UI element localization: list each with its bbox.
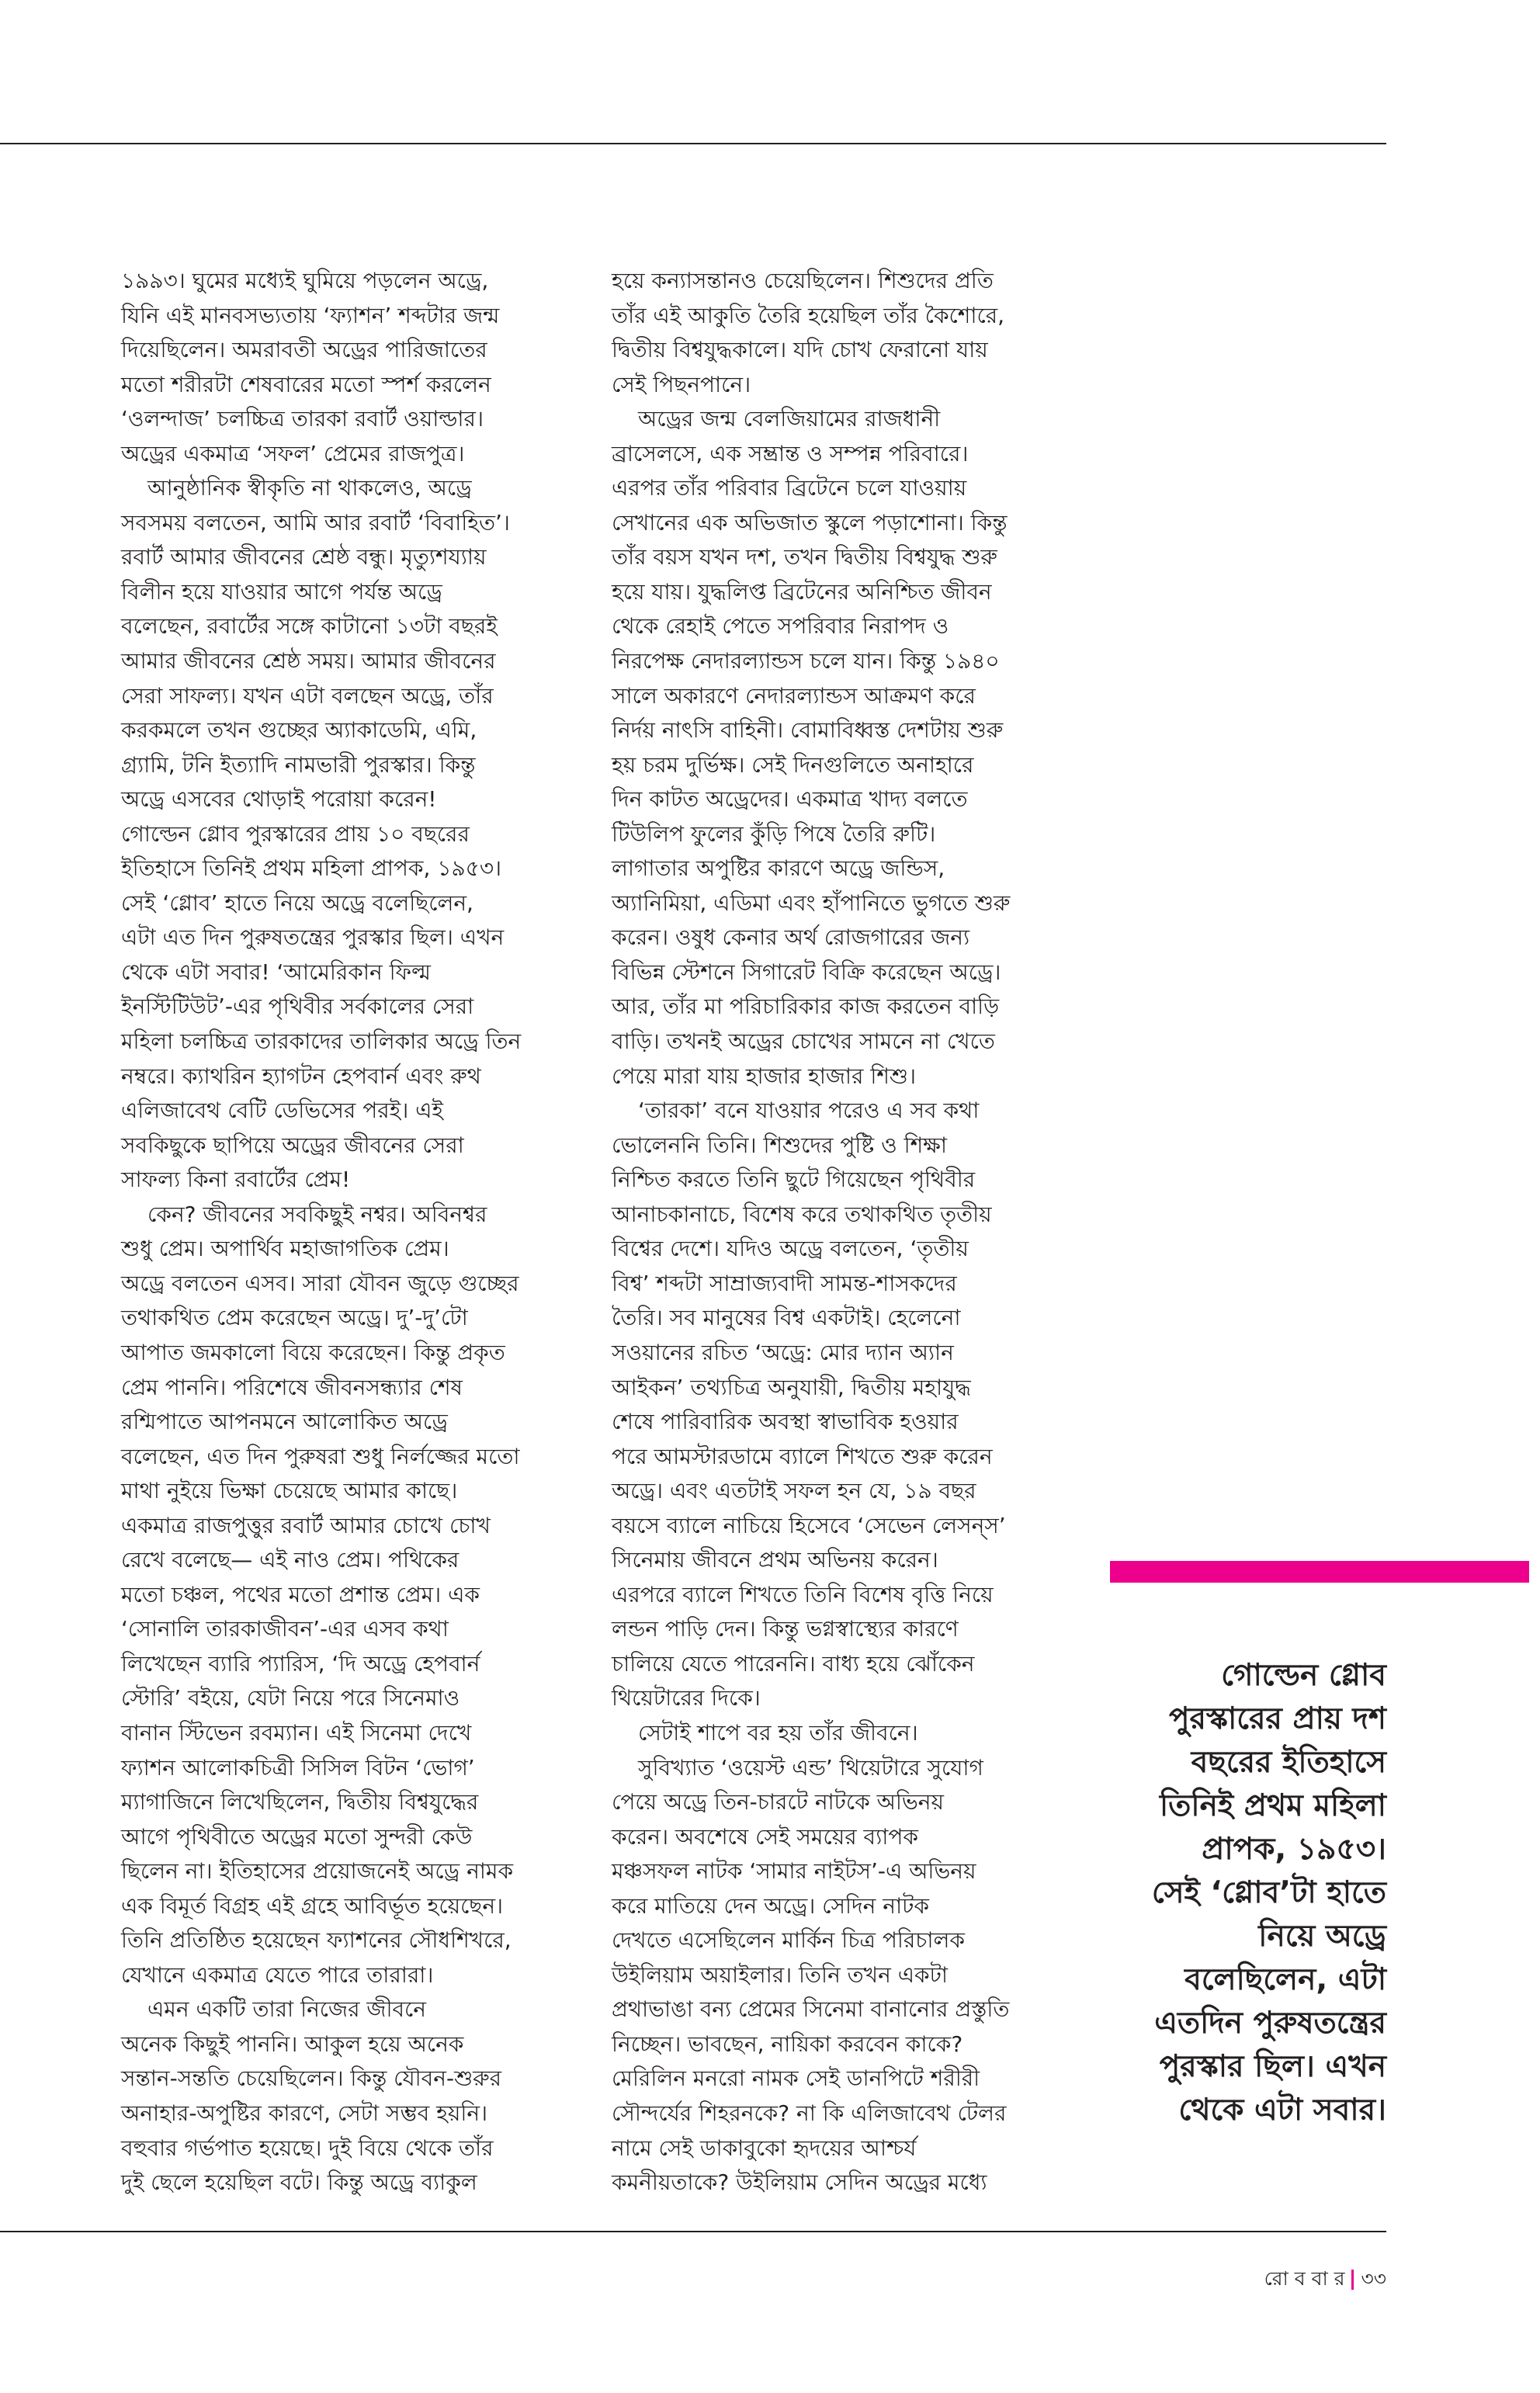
article-line [121, 1371, 560, 1406]
article-line [612, 1371, 1059, 1406]
article-line-text: হয় চরম দুর্ভিক্ষ। সেই দিনগুলিতে অনাহারে [612, 751, 974, 778]
article-line-text: তথাকথিত প্রেম করেছেন অড্রে। দু’-দু’টো [121, 1305, 468, 1331]
article-line [121, 1198, 560, 1233]
article-line [121, 851, 560, 886]
pull-quote-line: পুরস্কার ছিল। এখন [1159, 2049, 1386, 2084]
article-line [612, 1267, 1059, 1302]
article-line-text: সেটাই শাপে বর হয় তাঁর জীবনে। [638, 1719, 918, 1746]
article-line-text: হয়ে যায়। যুদ্ধলিপ্ত ব্রিটেনের অনিশ্চিত জীবন [612, 578, 992, 605]
article-line-text: সওয়ানের রচিত ‘অড্রে: মোর দ্যান অ্যান [612, 1339, 954, 1365]
article-line-text: শুধু প্রেম। অপার্থিব মহাজাগতিক প্রেম। [121, 1236, 449, 1262]
article-line-text: তিনি প্রতিষ্ঠিত হয়েছেন ফ্যাশনের সৌধশিখরে, [121, 1927, 512, 1954]
article-line-text: পেয়ে অড্রে তিন-চারটে নাটকে অভিনয় [612, 1789, 944, 1816]
article-line [121, 1612, 560, 1647]
article-line [121, 782, 560, 817]
article-line-text: সেখানের এক অভিজাত স্কুলে পড়াশোনা। কিন্তু [612, 509, 1008, 536]
article-line [612, 644, 1059, 679]
article-line [121, 1923, 560, 1958]
article-line-text: যিনি এই মানবসভ্যতায় ‘ফ্যাশন’ শব্দটার জন্ম [121, 302, 500, 328]
article-line [612, 437, 1059, 472]
article-line-text: মঞ্চসফল নাটক ‘সামার নাইটস’-এ অভিনয় [612, 1858, 976, 1885]
pull-quote-line: থেকে এটা সবার। [1178, 2093, 1386, 2128]
article-line-text: বয়সে ব্যালে নাচিয়ে হিসেবে ‘সেভেন লেসন্‌স’ [612, 1512, 1006, 1538]
article-line-text: করেন। ওষুধ কেনার অর্থ রোজগারের জন্য [612, 924, 970, 951]
paragraph [121, 1992, 560, 2200]
pull-quote-line: গোল্ডেন গ্লোব [1221, 1658, 1386, 1693]
article-line [612, 851, 1059, 886]
article-line-text: থেকে রেহাই পেতে সপরিবার নিরাপদ ও [612, 613, 949, 640]
footer-separator [1351, 2270, 1354, 2290]
article-line [612, 748, 1059, 783]
article-line-text: মতো চঞ্চল, পথের মতো প্রশান্ত প্রেম। এক [121, 1581, 480, 1607]
paragraph [612, 1716, 1059, 1751]
article-line [612, 782, 1059, 817]
article-line [612, 471, 1059, 506]
article-line [121, 1716, 560, 1751]
pull-quote-line: নিয়ে অড্রে [1258, 1919, 1386, 1954]
article-line-text: মতো শরীরটা শেষবারের মতো স্পর্শ করলেন [121, 371, 491, 397]
article-line [121, 2062, 560, 2096]
article-line [612, 1198, 1059, 1233]
article-line-text: বাড়ি। তখনই অড্রের চোখের সামনে না খেতে [612, 1028, 995, 1055]
article-line-text: শেষে পারিবারিক অবস্থা স্বাভাবিক হওয়ার [612, 1409, 959, 1435]
article-line-text: বানান স্টিভেন রবম্যান। এই সিনেমা দেখে [121, 1719, 472, 1746]
article-line [612, 2096, 1059, 2131]
magazine-name: রো ব বা র [1264, 2266, 1345, 2290]
article-line [612, 1716, 1059, 1751]
article-line [121, 1129, 560, 1164]
article-line-text: থেকে এটা সবার! ‘আমেরিকান ফিল্ম [121, 959, 431, 985]
paragraph [121, 264, 560, 471]
article-line-text: আর, তাঁর মা পরিচারিকার কাজ করতেন বাড়ি [612, 994, 1000, 1020]
article-line-text: প্রেম পাননি। পরিশেষে জীবনসন্ধ্যার শেষ [121, 1374, 463, 1400]
article-line-text: তাঁর বয়স যখন দশ, তখন দ্বিতীয় বিশ্বযুদ্ধ শুরু [612, 544, 997, 571]
article-line [121, 609, 560, 644]
article-line-text: থিয়েটারের দিকে। [612, 1685, 761, 1712]
pull-quote-line: বছরের ইতিহাসে [1191, 1745, 1386, 1780]
article-line-text: আমার জীবনের শ্রেষ্ঠ সময়। আমার জীবনের [121, 648, 496, 675]
article-line [121, 1958, 560, 1993]
article-line-text: তাঁর এই আকুতি তৈরি হয়েছিল তাঁর কৈশোরে, [612, 302, 1005, 328]
article-line-text: দিন কাটত অড্রেদের। একমাত্র খাদ্য বলতে [612, 786, 968, 813]
article-line-text: নিশ্চিত করতে তিনি ছুটে গিয়েছেন পৃথিবীর [612, 1167, 976, 1193]
article-line-text: ভোলেননি তিনি। শিশুদের পুষ্টি ও শিক্ষা [612, 1132, 947, 1158]
article-line [612, 540, 1059, 575]
article-line-text: সুবিখ্যাত ‘ওয়েস্ট এন্ড’ থিয়েটারে সুযোগ [638, 1754, 983, 1781]
article-line [121, 1751, 560, 1786]
article-line [612, 1301, 1059, 1336]
article-line [121, 264, 560, 299]
article-line [121, 402, 560, 437]
article-line-text: দ্বিতীয় বিশ্বযুদ্ধকালে। যদি চোখ ফেরানো যায় [612, 337, 988, 363]
article-line [121, 1647, 560, 1682]
article-line [612, 886, 1059, 921]
article-line [612, 1958, 1059, 1993]
pull-quote-line: পুরস্কারের প্রায় দশ [1168, 1701, 1386, 1736]
article-line-text: ইতিহাসে তিনিই প্রথম মহিলা প্রাপক, ১৯৫৩। [121, 855, 502, 882]
pull-quote-line: বলেছিলেন, এটা [1184, 1962, 1386, 1997]
article-line-text: ফ্যাশন আলোকচিত্রী সিসিল বিটন ‘ভোগ’ [121, 1754, 475, 1781]
article-line [612, 921, 1059, 955]
article-line-text: রেখে বলেছে— এই নাও প্রেম। পথিকের [121, 1547, 460, 1573]
article-line [121, 437, 560, 472]
article-line [121, 1163, 560, 1198]
paragraph [121, 1198, 560, 1993]
article-line-text: চালিয়ে যেতে পারেননি। বাধ্য হয়ে ঝোঁকেন [612, 1650, 975, 1677]
article-line [121, 1301, 560, 1336]
article-line [121, 2096, 560, 2131]
article-line [121, 1405, 560, 1440]
article-line-text: অড্রে বলতেন এসব। সারা যৌবন জুড়ে গুচ্ছের [121, 1270, 519, 1296]
page-number: ৩৩ [1361, 2266, 1386, 2290]
article-line [612, 506, 1059, 541]
article-line [612, 1336, 1059, 1371]
article-line-text: রবার্ট আমার জীবনের শ্রেষ্ঠ বন্ধু। মৃত্যুশয্যায় [121, 544, 487, 571]
article-line [121, 1267, 560, 1302]
article-line-text: সাফল্য কিনা রবার্টের প্রেম! [121, 1167, 351, 1193]
article-line [612, 368, 1059, 403]
article-line [612, 609, 1059, 644]
article-line [612, 264, 1059, 299]
article-line [121, 333, 560, 368]
article-line-text: করে মাতিয়ে দেন অড্রে। সেদিন নাটক [612, 1892, 929, 1919]
article-line [121, 886, 560, 921]
article-line [121, 1681, 560, 1716]
paragraph [612, 402, 1059, 1094]
article-line-text: টিউলিপ ফুলের কুঁড়ি পিষে তৈরি রুটি। [612, 820, 936, 847]
article-line [612, 2131, 1059, 2166]
article-line [121, 1820, 560, 1855]
article-line-text: অনাহার-অপুষ্টির কারণে, সেটা সম্ভব হয়নি। [121, 2100, 488, 2126]
pull-quote-line: সেই ‘গ্লোব’টা হাতে [1151, 1875, 1386, 1910]
article-line-text: বহুবার গর্ভপাত হয়েছে। দুই বিয়ে থেকে তাঁর [121, 2135, 494, 2161]
paragraph [612, 1094, 1059, 1716]
article-line-text: মেরিলিন মনরো নামক সেই ডানপিটে শরীরী [612, 2065, 980, 2092]
article-line [612, 1578, 1059, 1613]
article-line-text: নিচ্ছেন। ভাবছেন, নায়িকা করবেন কাকে? [612, 2031, 963, 2057]
article-line [121, 2166, 560, 2201]
article-line [612, 1440, 1059, 1475]
article-line-text: সন্তান-সন্ততি চেয়েছিলেন। কিন্তু যৌবন-শুরুর [121, 2065, 502, 2092]
article-line-text: দেখতে এসেছিলেন মার্কিন চিত্র পরিচালক [612, 1927, 965, 1954]
pull-quote-accent-bar [1110, 1561, 1529, 1583]
article-line [612, 2166, 1059, 2201]
article-line [121, 1025, 560, 1060]
article-line [121, 1440, 560, 1475]
article-line-text: উইলিয়াম অয়াইলার। তিনি তখন একটা [612, 1961, 948, 1988]
article-line [612, 955, 1059, 990]
article-line-text: সিনেমায় জীবনে প্রথম অভিনয় করেন। [612, 1547, 938, 1573]
article-line-text: স্টোরি’ বইয়ে, যেটা নিয়ে পরে সিনেমাও [121, 1685, 460, 1712]
article-line [121, 713, 560, 748]
article-line-text: অড্রের একমাত্র ‘সফল’ প্রেমের রাজপুত্র। [121, 440, 465, 466]
pull-quote [1102, 1654, 1386, 2132]
article-line-text: ১৯৯৩। ঘুমের মধ্যেই ঘুমিয়ে পড়লেন অড্রে, [121, 268, 489, 293]
article-line-text: অড্রের জন্ম বেলজিয়ামের রাজধানী [638, 406, 941, 432]
article-line-text: সবসময় বলতেন, আমি আর রবার্ট ‘বিবাহিত’। [121, 509, 510, 536]
article-column-middle [612, 264, 1059, 2201]
article-line [121, 644, 560, 679]
article-line-text: এলিজাবেথ বেটি ডেভিসের পরই। এই [121, 1098, 443, 1124]
article-line-text: সেরা সাফল্য। যখন এটা বলছেন অড্রে, তাঁর [121, 682, 494, 709]
article-line [612, 1232, 1059, 1267]
article-line [121, 368, 560, 403]
article-line [612, 2062, 1059, 2096]
article-line-text: অড্রে। এবং এতটাই সফল হন যে, ১৯ বছর [612, 1478, 976, 1504]
article-line [121, 817, 560, 852]
article-line [612, 575, 1059, 610]
article-line-text: তৈরি। সব মানুষের বিশ্ব একটাই। হেলেনো [612, 1305, 961, 1331]
article-line-text: আইকন’ তথ্যচিত্র অনুযায়ী, দ্বিতীয় মহাযুদ্ধ [612, 1374, 971, 1400]
article-line-text: এমন একটি তারা নিজের জীবনে [147, 1996, 427, 2023]
article-line-text: দুই ছেলে হয়েছিল বটে। কিন্তু অড্রে ব্যাকুল [121, 2169, 477, 2196]
article-line-text: আনাচকানাচে, বিশেষ করে তথাকথিত তৃতীয় [612, 1201, 992, 1227]
article-line [121, 1854, 560, 1889]
article-line-text: নিরপেক্ষ নেদারল্যান্ডস চলে যান। কিন্তু ১৯৪০ [612, 648, 1000, 675]
article-line-text: অড্রে এসবের থোড়াই পরোয়া করেন! [121, 786, 437, 813]
article-line-text: এরপর তাঁর পরিবার ব্রিটেনে চলে যাওয়ায় [612, 475, 967, 501]
article-line [121, 1578, 560, 1613]
article-line [121, 540, 560, 575]
article-line [121, 506, 560, 541]
article-column-left [121, 264, 560, 2201]
article-line [121, 1785, 560, 1820]
article-line-text: সৌন্দর্যের শিহরনকে? না কি এলিজাবেথ টেলর [612, 2100, 1007, 2126]
article-line [612, 1889, 1059, 1924]
article-line [612, 1992, 1059, 2027]
article-line-text: আনুষ্ঠানিক স্বীকৃতি না থাকলেও, অড্রে [147, 475, 472, 501]
article-line [612, 402, 1059, 437]
article-line-text: সেই পিছনপানে। [612, 371, 751, 397]
article-line [121, 299, 560, 334]
article-line-text: আগে পৃথিবীতে অড্রের মতো সুন্দরী কেউ [121, 1823, 473, 1850]
article-line-text: এক বিমূর্ত বিগ্রহ এই গ্রহে আবির্ভূত হয়েছেন। [121, 1892, 504, 1919]
page-footer [1264, 2264, 1386, 2295]
article-line [121, 1889, 560, 1924]
article-line-text: বিভিন্ন স্টেশনে সিগারেট বিক্রি করেছেন অড্রে। [612, 959, 1001, 985]
article-line [121, 748, 560, 783]
paragraph [612, 1751, 1059, 2201]
article-line-text: এরপরে ব্যালে শিখতে তিনি বিশেষ বৃত্তি নিয়ে [612, 1581, 994, 1607]
article-line-text: এটা এত দিন পুরুষতন্ত্রের পুরস্কার ছিল। এখন [121, 924, 505, 951]
article-line [612, 1129, 1059, 1164]
article-line-text: গ্র্যামি, টনি ইত্যাদি নামভারী পুরস্কার। কিন্তু [121, 751, 476, 778]
article-line-text: অনেক কিছুই পাননি। আকুল হয়ে অনেক [121, 2031, 464, 2057]
article-line-text: ইনস্টিটিউট’-এর পৃথিবীর সর্বকালের সেরা [121, 994, 474, 1020]
article-line-text: লিখেছেন ব্যারি প্যারিস, ‘দি অড্রে হেপবার্ন [121, 1650, 480, 1677]
article-line [612, 1854, 1059, 1889]
article-line-text: ‘সোনালি তারকাজীবন’-এর এসব কথা [121, 1616, 449, 1642]
article-line [612, 713, 1059, 748]
bottom-rule [0, 2231, 1386, 2232]
article-line [612, 1923, 1059, 1958]
article-line-text: সেই ‘গ্লোব’ হাতে নিয়ে অড্রে বলেছিলেন, [121, 890, 473, 916]
article-line-text: অ্যানিমিয়া, এডিমা এবং হাঁপানিতে ভুগতে শুরু [612, 890, 1011, 916]
article-line-text: হয়ে কন্যাসন্তানও চেয়েছিলেন। শিশুদের প্রতি [612, 268, 994, 293]
article-line [612, 1405, 1059, 1440]
article-line [121, 1474, 560, 1509]
article-line-text: দিয়েছিলেন। অমরাবতী অড্রের পারিজাতের [121, 337, 487, 363]
article-line-text: বলেছেন, রবার্টের সঙ্গে কাটানো ১৩টা বছরই [121, 613, 498, 640]
article-line [121, 955, 560, 990]
article-line [121, 1509, 560, 1544]
article-line [121, 990, 560, 1025]
article-line-text: বিশ্বের দেশে। যদিও অড্রে বলতেন, ‘তৃতীয় [612, 1236, 969, 1262]
article-line-text: বলেছেন, এত দিন পুরুষরা শুধু নির্লজ্জের মতো [121, 1443, 520, 1469]
article-line-text: ‘ওলন্দাজ’ চলচ্চিত্র তারকা রবার্ট ওয়াল্ডার। [121, 406, 484, 432]
article-line-text: লন্ডন পাড়ি দেন। কিন্তু ভগ্নস্বাস্থ্যের কারণে [612, 1616, 959, 1642]
article-line [121, 1232, 560, 1267]
article-line-text: যেখানে একমাত্র যেতে পারে তারারা। [121, 1961, 434, 1988]
article-line-text: করেন। অবশেষে সেই সময়ের ব্যাপক [612, 1823, 918, 1850]
article-line [612, 1820, 1059, 1855]
article-line [612, 333, 1059, 368]
article-line [121, 1336, 560, 1371]
article-line-text: বিলীন হয়ে যাওয়ার আগে পর্যন্ত অড্রে [121, 578, 442, 605]
article-line [612, 1060, 1059, 1094]
article-line-text: কেন? জীবনের সবকিছুই নশ্বর। অবিনশ্বর [147, 1201, 487, 1227]
article-line-text: বিশ্ব’ শব্দটা সাম্রাজ্যবাদী সামন্ত-শাসকদের [612, 1270, 957, 1296]
article-line-text: মহিলা চলচ্চিত্র তারকাদের তালিকার অড্রে তিন [121, 1028, 522, 1055]
article-line [612, 2027, 1059, 2062]
article-line [612, 1612, 1059, 1647]
pull-quote-line: এতদিন পুরুষতন্ত্রের [1154, 2006, 1386, 2041]
article-line [612, 1025, 1059, 1060]
article-line-text: ব্রাসেলসে, এক সম্ভ্রান্ত ও সম্পন্ন পরিবারে। [612, 440, 969, 466]
top-rule [0, 143, 1386, 144]
article-line [121, 1543, 560, 1578]
article-line-text: সালে অকারণে নেদারল্যান্ডস আক্রমণ করে [612, 682, 976, 709]
article-line [612, 299, 1059, 334]
article-line-text: ছিলেন না। ইতিহাসের প্রয়োজনেই অড্রে নামক [121, 1858, 514, 1885]
pull-quote-line: তিনিই প্রথম মহিলা [1160, 1788, 1386, 1823]
article-line [121, 1992, 560, 2027]
article-line-text: প্রথাভাঙা বন্য প্রেমের সিনেমা বানানোর প্রস্তুতি [612, 1996, 1010, 2023]
article-line-text: নামে সেই ডাকাবুকো হৃদয়ের আশ্চর্য [612, 2135, 917, 2161]
article-line-text: কমনীয়তাকে? উইলিয়াম সেদিন অড্রের মধ্যে [612, 2169, 987, 2196]
article-line [121, 2131, 560, 2166]
article-line-text: পেয়ে মারা যায় হাজার হাজার শিশু। [612, 1063, 917, 1089]
article-line-text: নম্বরে। ক্যাথরিন হ্যাগটন হেপবার্ন এবং রুথ [121, 1063, 481, 1089]
article-line [121, 575, 560, 610]
pull-quote-line: প্রাপক, ১৯৫৩। [1202, 1832, 1386, 1867]
article-line [121, 471, 560, 506]
article-line [612, 679, 1059, 714]
article-line-text: মাথা নুইয়ে ভিক্ষা চেয়েছে আমার কাছে। [121, 1478, 458, 1504]
article-line-text: ‘তারকা’ বনে যাওয়ার পরেও এ সব কথা [638, 1098, 980, 1124]
article-line [121, 921, 560, 955]
article-line-text: গোল্ডেন গ্লোব পুরস্কারের প্রায় ১০ বছরের [121, 820, 470, 847]
article-line [612, 1094, 1059, 1129]
article-line-text: আপাত জমকালো বিয়ে করেছেন। কিন্তু প্রকৃত [121, 1339, 505, 1365]
article-line [121, 1094, 560, 1129]
article-line [612, 1785, 1059, 1820]
article-line [612, 1543, 1059, 1578]
article-line [612, 1163, 1059, 1198]
article-line [612, 1681, 1059, 1716]
article-line-text: রশ্মিপাতে আপনমনে আলোকিত অড্রে [121, 1409, 448, 1435]
article-line [612, 1751, 1059, 1786]
article-line-text: নির্দয় নাৎসি বাহিনী। বোমাবিধ্বস্ত দেশটায় শুরু [612, 717, 1004, 744]
article-line-text: করকমলে তখন গুচ্ছের অ্যাকাডেমি, এমি, [121, 717, 477, 744]
article-line-text: পরে আমস্টারডামে ব্যালে শিখতে শুরু করেন [612, 1443, 993, 1469]
article-line [612, 1647, 1059, 1682]
article-line [612, 817, 1059, 852]
article-line [121, 1060, 560, 1094]
paragraph [612, 264, 1059, 402]
article-line [121, 2027, 560, 2062]
article-line-text: সবকিছুকে ছাপিয়ে অড্রের জীবনের সেরা [121, 1132, 464, 1158]
paragraph [121, 471, 560, 1197]
article-line [121, 679, 560, 714]
article-line-text: ম্যাগাজিনে লিখেছিলেন, দ্বিতীয় বিশ্বযুদ্ধের [121, 1789, 479, 1816]
article-line [612, 1509, 1059, 1544]
article-line [612, 990, 1059, 1025]
article-line [612, 1474, 1059, 1509]
article-line-text: একমাত্র রাজপুত্তুর রবার্ট আমার চোখে চোখ [121, 1512, 491, 1538]
article-line-text: লাগাতার অপুষ্টির কারণে অড্রে জন্ডিস, [612, 855, 945, 882]
